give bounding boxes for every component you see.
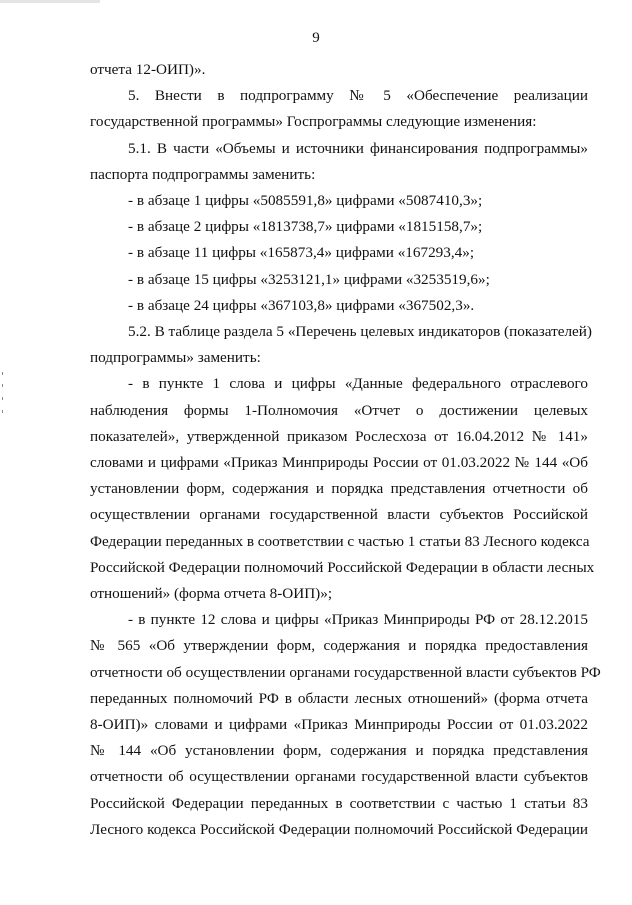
text-line: переданных полномочий РФ в области лесных отношений» (форма отчета [90, 689, 588, 707]
text-line: Федерации переданных в соответствии с частью 1 статьи 83 Лесного кодекса [90, 532, 590, 550]
text-line: словами и цифрами «Приказ Минприроды России от 01.03.2022 № 144 «Об [90, 454, 588, 471]
scan-edge-mark [2, 410, 3, 413]
text-line: установлении форм, содержания и порядка представления отчетности об [90, 480, 588, 498]
text-line: отношений» (форма отчета 8-ОИП)»; [90, 585, 333, 602]
text-line: подпрограммы» заменить: [90, 349, 261, 367]
text-line: осуществлении органами государственной власти субъектов Российской [90, 506, 588, 524]
text-line: № 565 «Об утверждении форм, содержания и порядка предоставления [90, 637, 588, 655]
text-line: - в пункте 12 слова и цифры «Приказ Минприроды РФ от 28.12.2015 [128, 611, 588, 629]
text-line: показателей», утвержденной приказом Рослесхоза от 16.04.2012 № 141» [90, 427, 588, 445]
scan-edge-mark [2, 384, 3, 387]
text-line: Российской Федерации полномочий Российской Федерации в области лесных [90, 558, 595, 576]
scan-edge-mark [2, 372, 3, 375]
text-line: паспорта подпрограммы заменить: [90, 165, 316, 183]
text-line: 5. Внести в подпрограмму № 5 «Обеспечение реализации [128, 87, 588, 105]
text-line: 5.1. В части «Объемы и источники финансирования подпрограммы» [128, 139, 588, 157]
text-line: - в абзаце 11 цифры «165873,4» цифрами «167293,4»; [128, 244, 475, 262]
scan-top-border [0, 0, 100, 3]
text-line: - в абзаце 24 цифры «367103,8» цифрами «367502,3». [128, 296, 475, 314]
text-line: - в абзаце 2 цифры «1813738,7» цифрами «1815158,7»; [128, 218, 483, 236]
text-line: 5.2. В таблице раздела 5 «Перечень целевых индикаторов (показателей) [128, 323, 592, 340]
text-line: государственной программы» Госпрограммы следующие изменения: [90, 113, 537, 131]
text-line: - в абзаце 15 цифры «3253121,1» цифрами «3253519,6»; [128, 270, 490, 288]
scan-edge-mark [2, 397, 3, 400]
text-line: - в пункте 1 слова и цифры «Данные федерального отраслевого [128, 375, 588, 393]
text-line: № 144 «Об установлении форм, содержания и порядка представления [90, 742, 588, 760]
text-line: Российской Федерации переданных в соответствии с частью 1 статьи 83 [90, 794, 588, 812]
text-line: отчетности об осуществлении органами государственной власти субъектов [90, 768, 588, 786]
text-line: Лесного кодекса Российской Федерации полномочий Российской Федерации [90, 820, 588, 838]
text-line: - в абзаце 1 цифры «5085591,8» цифрами «5087410,3»; [128, 192, 483, 209]
text-line: наблюдения формы 1-Полномочия «Отчет о достижении целевых [90, 401, 588, 419]
page-number: 9 [312, 30, 320, 46]
text-line: отчета 12-ОИП)». [90, 61, 206, 78]
text-line: отчетности об осуществлении органами государственной власти субъектов РФ [90, 663, 601, 681]
text-line: 8-ОИП)» словами и цифрами «Приказ Минприроды России от 01.03.2022 [90, 716, 588, 733]
